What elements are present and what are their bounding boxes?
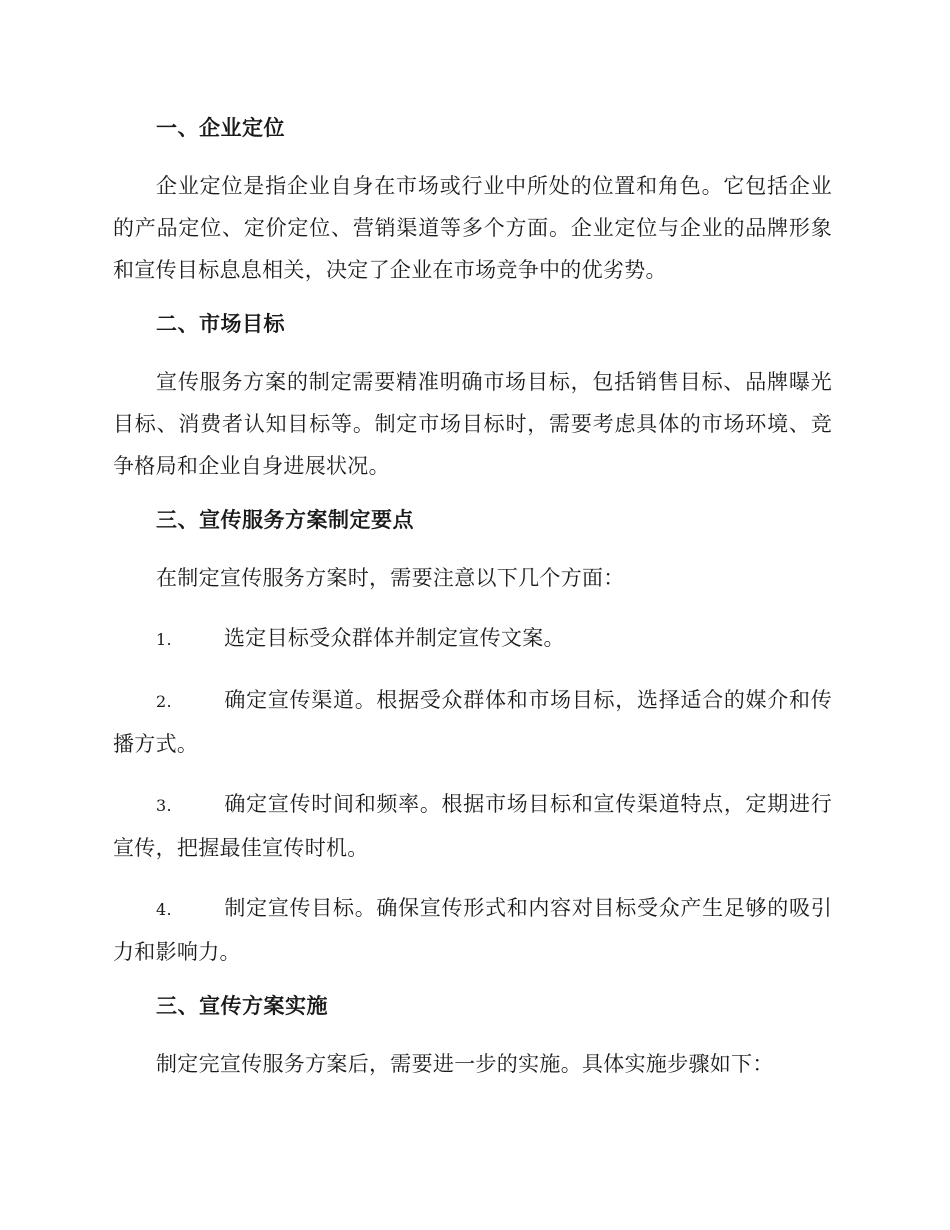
section-paragraph: 宣传服务方案的制定需要精准明确市场目标，包括销售目标、品牌曝光目标、消费者认知目标等。制定市场目标时，需要考虑具体的市场环境、竞争格局和企业自身进展状况。 [113,370,832,478]
list-item [113,887,832,973]
section-heading: 三、宣传方案实施 [156,993,328,1018]
list-item [113,679,832,765]
section-paragraph: 制定完宣传服务方案后，需要进一步的实施。具体实施步骤如下： [156,1052,774,1076]
list-item-text: 制定宣传目标。确保宣传形式和内容对目标受众产生足够的吸引力和影响力。 [113,896,832,964]
section-heading: 一、企业定位 [156,115,285,140]
list-item-text: 选定目标受众群体并制定宣传文案。 [224,626,565,650]
list-item [113,783,832,869]
list-item-number: 1. [156,630,172,649]
section-paragraph: 企业定位是指企业自身在市场或行业中所处的位置和角色。它包括企业的产品定位、定价定位、营销渠道等多个方面。企业定位与企业的品牌形象和宣传目标息息相关，决定了企业在市场竞争中的优劣势。 [113,174,832,282]
list-item-text: 确定宣传渠道。根据受众群体和市场目标，选择适合的媒介和传播方式。 [113,688,832,756]
list-item-number: 4. [156,900,172,919]
list-item-text: 确定宣传时间和频率。根据市场目标和宣传渠道特点，定期进行宣传，把握最佳宣传时机。 [113,792,832,860]
section-heading: 三、宣传服务方案制定要点 [156,507,414,532]
section-heading: 二、市场目标 [156,311,285,336]
section-paragraph: 在制定宣传服务方案时，需要注意以下几个方面： [156,566,625,590]
list-item [113,617,832,661]
list-item-number: 2. [156,692,172,711]
list-item-number: 3. [156,796,172,815]
